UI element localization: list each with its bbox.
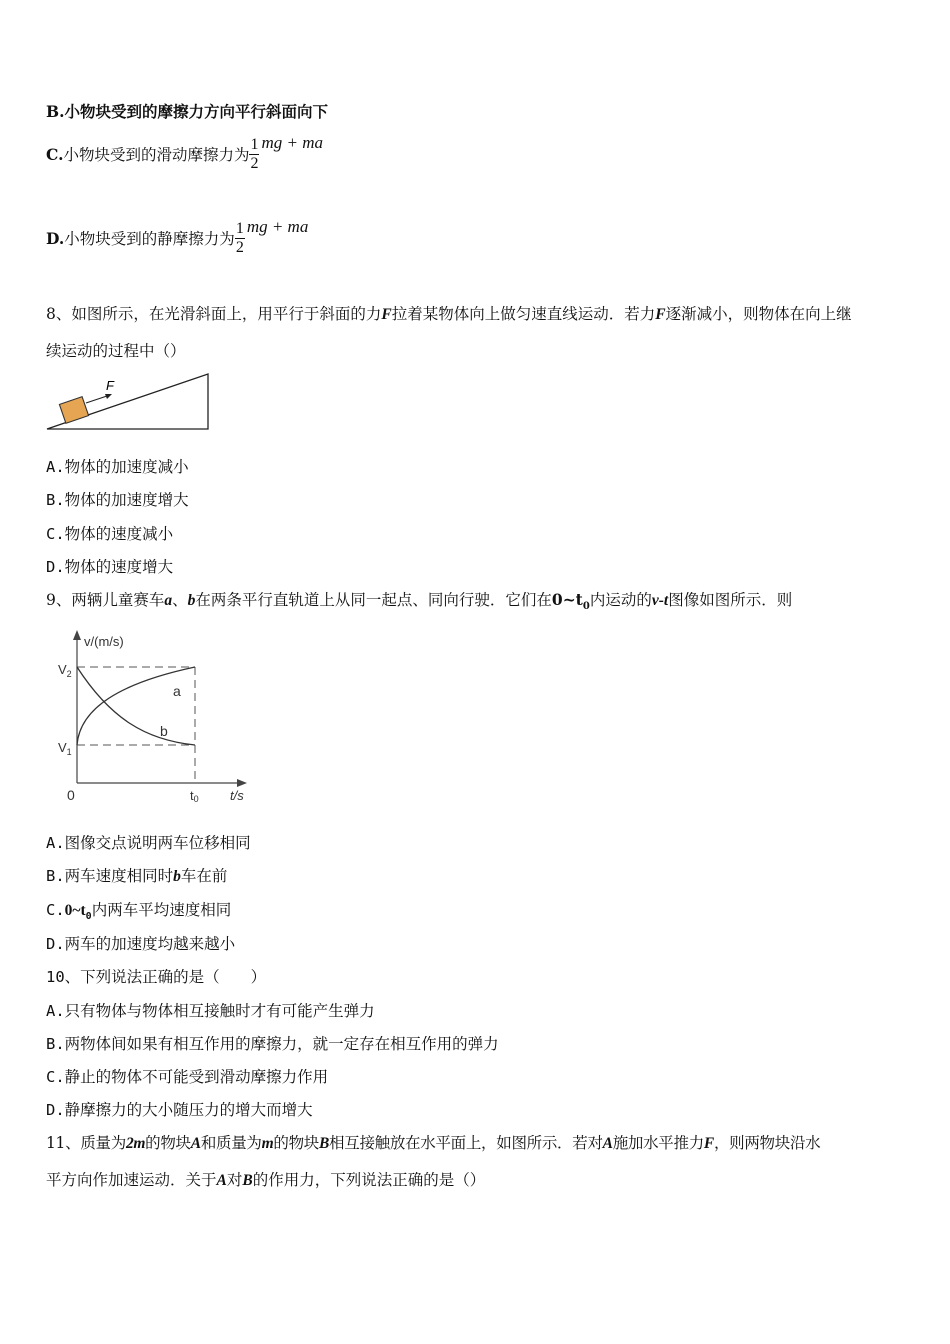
fraction-half (249, 136, 259, 173)
q9-option-d: D.两车的加速度均越来越小 (46, 935, 236, 953)
q11-stem-line1 (46, 1133, 820, 1154)
q8-text: 拉着某物体向上做匀速直线运动．若力 (391, 305, 656, 323)
block-b-symbol: B (242, 1172, 253, 1189)
q11-stem-line2 (46, 1170, 485, 1191)
q9-text: 9、两辆儿童赛车 (46, 591, 165, 609)
curve-a-label: a (173, 683, 181, 699)
block (59, 397, 88, 424)
car-a-symbol: a (164, 592, 173, 609)
q11-text: 和质量为 (200, 1134, 262, 1152)
q8-text: 8、如图所示，在光滑斜面上，用平行于斜面的力 (46, 305, 382, 323)
v2-label: $V_2$ (58, 662, 72, 679)
time-range-sub: 0 (582, 601, 590, 613)
vt-graph (50, 628, 260, 810)
q9-option-b-text: B.两车速度相同时 (46, 867, 174, 885)
q8-option-c: C.物体的速度减小 (46, 525, 174, 543)
q9-option-c (46, 900, 231, 927)
time-range: 0~t (551, 590, 583, 609)
q8-stem-line1 (46, 304, 852, 325)
frac-denominator: 2 (250, 155, 259, 172)
curve-b-label: b (160, 723, 168, 739)
q9-text: 图像如图所示．则 (668, 591, 793, 609)
q11-text: ，则两物块沿水 (713, 1134, 821, 1152)
q11-text: 相互接触放在水平面上，如图所示．若对 (329, 1134, 603, 1152)
fraction-half (235, 220, 245, 257)
q7-option-d-text: 小物块受到的静摩擦力为 (64, 230, 235, 248)
incline-figure (44, 370, 214, 434)
q10-option-d: D.静摩擦力的大小随压力的增大而增大 (46, 1101, 313, 1119)
block-a-symbol: A (190, 1135, 201, 1152)
q10-option-a: A.只有物体与物体相互接触时才有可能产生弹力 (46, 1002, 375, 1020)
q7-option-d-label: D. (46, 229, 65, 248)
q8-stem-line2: 续运动的过程中（） (46, 342, 186, 360)
block-a-symbol: A (602, 1135, 613, 1152)
q7-option-d-expr: mg + ma (246, 217, 309, 236)
q9-option-b-text: 车在前 (180, 867, 228, 885)
y-axis-label: v/(m/s) (84, 634, 124, 649)
q11-text: 的物块 (145, 1134, 191, 1152)
car-b-symbol: b (187, 592, 196, 609)
origin-label: 0 (67, 787, 75, 803)
block-a-symbol: A (216, 1172, 227, 1189)
force-label: F (106, 378, 114, 393)
q9-text: 在两条平行直轨道上从同一起点、同向行驶．它们在 (195, 591, 552, 609)
car-b-symbol: b (173, 868, 181, 885)
q9-text: 内运动的 (589, 591, 652, 609)
frac-denominator: 2 (235, 239, 244, 256)
q10-option-b: B.两物体间如果有相互作用的摩擦力，就一定存在相互作用的弹力 (46, 1035, 499, 1053)
q9-stem (46, 590, 792, 617)
vt-symbol: v-t (651, 592, 669, 609)
q11-text: 的作用力，下列说法正确的是（） (252, 1171, 486, 1189)
q11-text: 平方向作加速运动．关于 (46, 1171, 217, 1189)
q7-option-d (46, 217, 309, 257)
q11-text: 对 (226, 1171, 243, 1189)
y-axis-arrow (73, 630, 81, 640)
force-symbol: F (703, 1135, 714, 1152)
q11-text: 施加水平推力 (612, 1134, 704, 1152)
q9-text: 、 (172, 591, 188, 609)
frac-numerator: 1 (235, 220, 244, 237)
q11-text: 的物块 (273, 1134, 319, 1152)
q10-option-c: C.静止的物体不可能受到滑动摩擦力作用 (46, 1068, 329, 1086)
curve-b (77, 667, 195, 745)
q8-option-a: A.物体的加速度减小 (46, 458, 189, 476)
mass-2m: 2m (125, 1135, 146, 1152)
curve-a (77, 667, 195, 745)
q9-option-c-label: C. (46, 901, 65, 919)
mass-m: m (261, 1135, 274, 1152)
v1-label: $V_1$ (58, 740, 72, 757)
q10-stem: 10、下列说法正确的是（ ） (46, 968, 267, 986)
q11-text: 11、质量为 (46, 1134, 126, 1152)
q8-text: 逐渐减小，则物体在向上继 (665, 305, 852, 323)
q8-option-b: B.物体的加速度增大 (46, 491, 189, 509)
q7-option-c-label: C. (46, 145, 64, 164)
q8-force-symbol: F (381, 306, 392, 323)
time-range-sub: 0 (85, 911, 92, 923)
x-axis-label: t/s (230, 788, 244, 803)
block-b-symbol: B (319, 1135, 330, 1152)
q8-option-d: D.物体的速度增大 (46, 558, 174, 576)
x-axis-arrow (237, 779, 247, 787)
q7-option-c (46, 133, 324, 173)
frac-numerator: 1 (250, 136, 259, 153)
q9-option-c-text: 内两车平均速度相同 (91, 901, 232, 919)
q7-option-b: B.小物块受到的摩擦力方向平行斜面向下 (46, 102, 328, 121)
q9-option-b (46, 866, 227, 887)
q7-option-c-text: 小物块受到的滑动摩擦力为 (63, 146, 250, 164)
q8-force-symbol: F (655, 306, 666, 323)
q9-option-a: A.图像交点说明两车位移相同 (46, 834, 251, 852)
force-arrowhead (105, 394, 112, 399)
time-range: 0~t (64, 902, 86, 919)
t0-label: t0 (190, 788, 199, 804)
q7-option-c-expr: mg + ma (261, 133, 324, 152)
